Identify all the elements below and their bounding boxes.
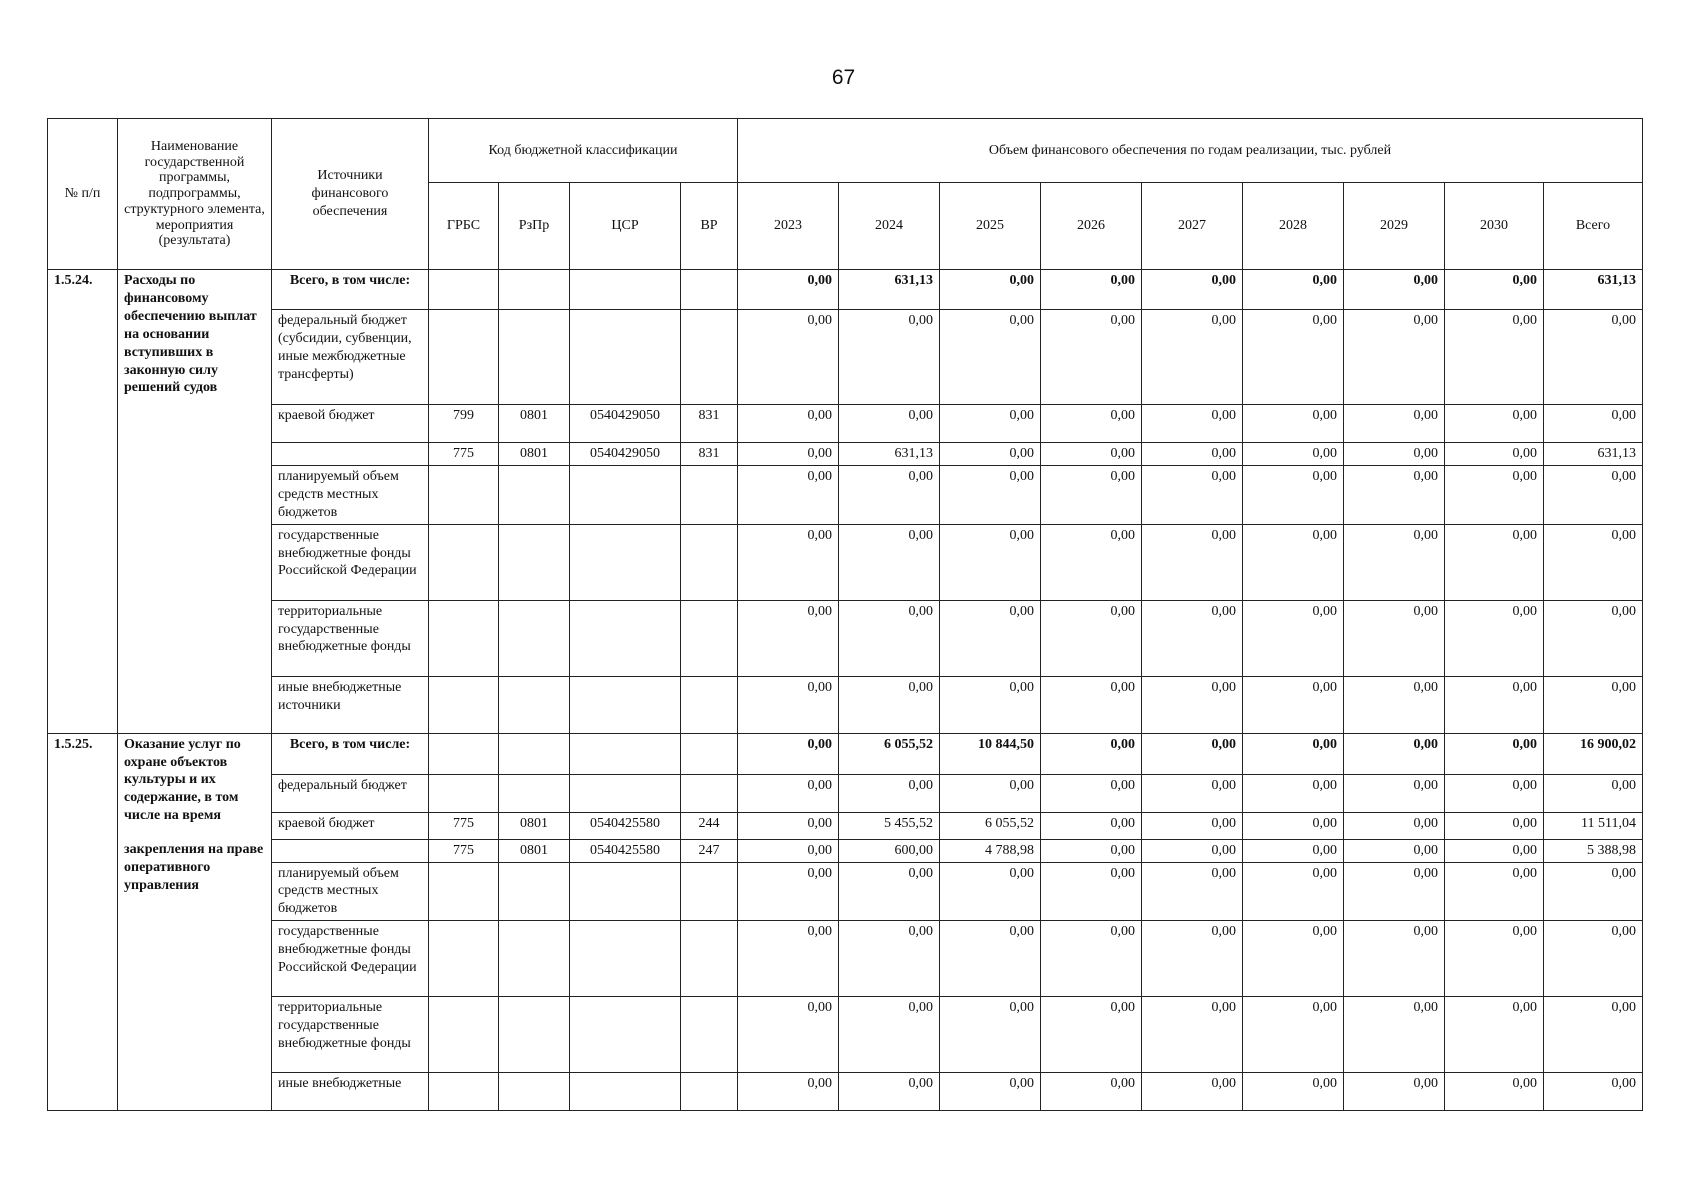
value-year: 0,00 <box>1041 310 1142 405</box>
vr-code <box>681 921 738 997</box>
value-year: 0,00 <box>1041 465 1142 524</box>
value-year: 0,00 <box>940 443 1041 466</box>
rzpr-code <box>499 921 570 997</box>
value-year: 0,00 <box>1041 812 1142 839</box>
value-year: 0,00 <box>1142 676 1243 733</box>
table-row <box>48 600 1643 676</box>
value-year: 0,00 <box>738 839 839 862</box>
value-year: 0,00 <box>1445 774 1544 812</box>
value-year: 0,00 <box>1445 310 1544 405</box>
vr-code <box>681 270 738 310</box>
value-year: 0,00 <box>839 310 940 405</box>
rzpr-code: 0801 <box>499 839 570 862</box>
value-year: 0,00 <box>1445 676 1544 733</box>
csr-code: 0540429050 <box>570 443 681 466</box>
value-year: 0,00 <box>940 600 1041 676</box>
value-total: 0,00 <box>1544 465 1643 524</box>
value-year: 0,00 <box>839 465 940 524</box>
table-row <box>48 733 1643 774</box>
vr-code <box>681 733 738 774</box>
rzpr-code: 0801 <box>499 812 570 839</box>
grbs-code <box>429 1073 499 1111</box>
csr-code <box>570 270 681 310</box>
table-row <box>48 862 1643 921</box>
value-year: 6 055,52 <box>839 733 940 774</box>
table-row <box>48 921 1643 997</box>
value-total: 0,00 <box>1544 774 1643 812</box>
table-row <box>48 443 1643 466</box>
value-year: 0,00 <box>1445 405 1544 443</box>
value-year: 0,00 <box>738 524 839 600</box>
funding-source: федеральный бюджет <box>272 774 429 812</box>
value-year: 0,00 <box>1142 405 1243 443</box>
csr-code <box>570 862 681 921</box>
value-year: 0,00 <box>1243 524 1344 600</box>
table-row <box>48 405 1643 443</box>
value-year: 0,00 <box>1142 862 1243 921</box>
value-total: 0,00 <box>1544 997 1643 1073</box>
value-year: 0,00 <box>1344 443 1445 466</box>
header-source: Источники финансового обеспечения <box>272 119 429 270</box>
rzpr-code <box>499 997 570 1073</box>
csr-code: 0540425580 <box>570 812 681 839</box>
table-row <box>48 676 1643 733</box>
value-total: 0,00 <box>1544 524 1643 600</box>
value-year: 0,00 <box>738 676 839 733</box>
value-year: 0,00 <box>940 524 1041 600</box>
header-total: Всего <box>1544 183 1643 270</box>
value-year: 0,00 <box>1344 524 1445 600</box>
value-year: 0,00 <box>1344 600 1445 676</box>
item-name <box>118 733 272 1111</box>
grbs-code <box>429 676 499 733</box>
value-total: 631,13 <box>1544 270 1643 310</box>
value-year: 0,00 <box>1445 733 1544 774</box>
value-year: 0,00 <box>839 600 940 676</box>
value-year: 0,00 <box>1041 862 1142 921</box>
value-year: 0,00 <box>1041 1073 1142 1111</box>
funding-source: Всего, в том числе: <box>272 270 429 310</box>
value-year: 0,00 <box>738 1073 839 1111</box>
header-vr: ВР <box>681 183 738 270</box>
vr-code <box>681 862 738 921</box>
rzpr-code <box>499 1073 570 1111</box>
vr-code <box>681 600 738 676</box>
funding-source: государственные внебюджетные фонды Российской Федерации <box>272 524 429 600</box>
value-year: 631,13 <box>839 443 940 466</box>
vr-code: 831 <box>681 405 738 443</box>
rzpr-code <box>499 600 570 676</box>
csr-code <box>570 676 681 733</box>
value-year: 0,00 <box>940 997 1041 1073</box>
value-year: 0,00 <box>1344 270 1445 310</box>
rzpr-code <box>499 524 570 600</box>
value-year: 4 788,98 <box>940 839 1041 862</box>
vr-code <box>681 524 738 600</box>
value-year: 0,00 <box>1142 812 1243 839</box>
table-row <box>48 465 1643 524</box>
rzpr-code: 0801 <box>499 405 570 443</box>
grbs-code <box>429 524 499 600</box>
csr-code <box>570 1073 681 1111</box>
header-code-group: Код бюджетной классификации <box>429 119 738 183</box>
item-name-continued: закрепления на праве оперативного управления <box>124 842 264 893</box>
value-year: 0,00 <box>1344 405 1445 443</box>
value-year: 0,00 <box>1041 676 1142 733</box>
value-year: 0,00 <box>839 862 940 921</box>
grbs-code <box>429 997 499 1073</box>
value-year: 0,00 <box>1344 997 1445 1073</box>
value-total: 0,00 <box>1544 310 1643 405</box>
value-year: 0,00 <box>1041 524 1142 600</box>
csr-code <box>570 310 681 405</box>
value-total: 5 388,98 <box>1544 839 1643 862</box>
value-year: 0,00 <box>738 774 839 812</box>
csr-code <box>570 465 681 524</box>
value-year: 0,00 <box>940 862 1041 921</box>
value-total: 0,00 <box>1544 921 1643 997</box>
value-year: 0,00 <box>1142 921 1243 997</box>
csr-code <box>570 600 681 676</box>
value-year: 0,00 <box>1445 839 1544 862</box>
csr-code <box>570 774 681 812</box>
value-year: 0,00 <box>1243 921 1344 997</box>
value-year: 0,00 <box>1243 1073 1344 1111</box>
header-year: 2027 <box>1142 183 1243 270</box>
csr-code: 0540425580 <box>570 839 681 862</box>
funding-source: федеральный бюджет (субсидии, субвенции, иные межбюджетные трансферты) <box>272 310 429 405</box>
value-total: 0,00 <box>1544 1073 1643 1111</box>
header-grbs: ГРБС <box>429 183 499 270</box>
value-year: 0,00 <box>839 405 940 443</box>
value-year: 0,00 <box>1445 443 1544 466</box>
header-volume-group: Объем финансового обеспечения по годам реализации, тыс. рублей <box>738 119 1643 183</box>
value-year: 0,00 <box>940 405 1041 443</box>
value-year: 0,00 <box>839 997 940 1073</box>
value-year: 0,00 <box>839 921 940 997</box>
value-year: 0,00 <box>738 921 839 997</box>
header-name: Наименование государственной программы, подпрограммы, структурного элемента, мероприятия (результата) <box>118 119 272 270</box>
vr-code: 244 <box>681 812 738 839</box>
value-total: 16 900,02 <box>1544 733 1643 774</box>
value-year: 600,00 <box>839 839 940 862</box>
value-year: 5 455,52 <box>839 812 940 839</box>
value-year: 0,00 <box>1344 839 1445 862</box>
value-year: 0,00 <box>1445 1073 1544 1111</box>
value-year: 0,00 <box>1243 600 1344 676</box>
header-rzpr: РзПр <box>499 183 570 270</box>
value-year: 0,00 <box>1243 997 1344 1073</box>
item-name-text: Расходы по финансовому обеспечению выплат на основании вступивших в законную силу решений судов <box>124 273 257 396</box>
value-year: 0,00 <box>1344 465 1445 524</box>
value-year: 0,00 <box>1243 774 1344 812</box>
item-number: 1.5.24. <box>48 270 118 734</box>
vr-code <box>681 997 738 1073</box>
funding-source: краевой бюджет <box>272 812 429 839</box>
rzpr-code: 0801 <box>499 443 570 466</box>
value-year: 0,00 <box>738 405 839 443</box>
vr-code <box>681 1073 738 1111</box>
value-year: 0,00 <box>1142 600 1243 676</box>
vr-code <box>681 310 738 405</box>
value-year: 0,00 <box>1344 921 1445 997</box>
value-total: 631,13 <box>1544 443 1643 466</box>
value-year: 0,00 <box>738 600 839 676</box>
header-year: 2029 <box>1344 183 1445 270</box>
vr-code: 831 <box>681 443 738 466</box>
value-year: 0,00 <box>1142 270 1243 310</box>
value-year: 0,00 <box>1041 997 1142 1073</box>
value-year: 10 844,50 <box>940 733 1041 774</box>
value-year: 0,00 <box>1344 812 1445 839</box>
value-year: 0,00 <box>1445 270 1544 310</box>
value-year: 0,00 <box>1344 774 1445 812</box>
grbs-code <box>429 600 499 676</box>
rzpr-code <box>499 774 570 812</box>
value-year: 0,00 <box>839 1073 940 1111</box>
value-year: 0,00 <box>738 862 839 921</box>
value-total: 0,00 <box>1544 862 1643 921</box>
csr-code <box>570 733 681 774</box>
value-year: 0,00 <box>738 443 839 466</box>
grbs-code: 775 <box>429 812 499 839</box>
grbs-code: 775 <box>429 443 499 466</box>
value-year: 0,00 <box>1041 774 1142 812</box>
grbs-code <box>429 921 499 997</box>
value-year: 0,00 <box>1344 676 1445 733</box>
value-year: 0,00 <box>940 774 1041 812</box>
table-body <box>48 270 1643 1111</box>
value-year: 631,13 <box>839 270 940 310</box>
value-year: 0,00 <box>1041 270 1142 310</box>
funding-source: планируемый объем средств местных бюджетов <box>272 862 429 921</box>
value-year: 0,00 <box>1243 839 1344 862</box>
table-row <box>48 310 1643 405</box>
header-year: 2025 <box>940 183 1041 270</box>
grbs-code <box>429 310 499 405</box>
funding-source: Всего, в том числе: <box>272 733 429 774</box>
funding-source: краевой бюджет <box>272 405 429 443</box>
funding-source: планируемый объем средств местных бюджетов <box>272 465 429 524</box>
header-year: 2023 <box>738 183 839 270</box>
value-year: 0,00 <box>1344 733 1445 774</box>
value-year: 0,00 <box>1041 405 1142 443</box>
value-year: 0,00 <box>1243 465 1344 524</box>
grbs-code <box>429 774 499 812</box>
value-year: 0,00 <box>1344 1073 1445 1111</box>
rzpr-code <box>499 465 570 524</box>
value-year: 0,00 <box>1243 270 1344 310</box>
value-year: 0,00 <box>1344 862 1445 921</box>
value-year: 0,00 <box>738 270 839 310</box>
value-year: 0,00 <box>1243 405 1344 443</box>
csr-code <box>570 524 681 600</box>
table-row <box>48 774 1643 812</box>
value-total: 0,00 <box>1544 676 1643 733</box>
item-name-text: Оказание услуг по охране объектов культуры и их содержание, в том числе на время <box>124 736 241 824</box>
funding-source: иные внебюджетные источники <box>272 676 429 733</box>
vr-code: 247 <box>681 839 738 862</box>
value-total: 0,00 <box>1544 405 1643 443</box>
funding-source <box>272 443 429 466</box>
value-year: 0,00 <box>839 676 940 733</box>
value-year: 0,00 <box>1445 524 1544 600</box>
page-number: 67 <box>831 66 856 89</box>
funding-source: государственные внебюджетные фонды Российской Федерации <box>272 921 429 997</box>
grbs-code: 799 <box>429 405 499 443</box>
value-year: 0,00 <box>1344 310 1445 405</box>
value-year: 0,00 <box>1142 443 1243 466</box>
funding-source: территориальные государственные внебюджетные фонды <box>272 997 429 1073</box>
grbs-code <box>429 862 499 921</box>
value-year: 0,00 <box>1243 310 1344 405</box>
value-year: 0,00 <box>839 524 940 600</box>
value-year: 0,00 <box>940 676 1041 733</box>
value-year: 0,00 <box>1142 839 1243 862</box>
value-year: 0,00 <box>1243 443 1344 466</box>
header-num: № п/п <box>48 119 118 270</box>
value-total: 11 511,04 <box>1544 812 1643 839</box>
value-year: 0,00 <box>1142 997 1243 1073</box>
value-year: 0,00 <box>738 733 839 774</box>
value-year: 0,00 <box>1445 600 1544 676</box>
item-number: 1.5.25. <box>48 733 118 1111</box>
value-year: 0,00 <box>1243 812 1344 839</box>
value-year: 0,00 <box>940 270 1041 310</box>
rzpr-code <box>499 310 570 405</box>
rzpr-code <box>499 676 570 733</box>
vr-code <box>681 676 738 733</box>
rzpr-code <box>499 862 570 921</box>
value-year: 0,00 <box>940 465 1041 524</box>
vr-code <box>681 774 738 812</box>
table-header <box>48 119 1643 270</box>
vr-code <box>681 465 738 524</box>
value-year: 0,00 <box>1142 733 1243 774</box>
value-year: 0,00 <box>738 310 839 405</box>
value-year: 0,00 <box>940 310 1041 405</box>
budget-table <box>47 118 1643 1111</box>
rzpr-code <box>499 270 570 310</box>
value-year: 0,00 <box>1041 443 1142 466</box>
header-csr: ЦСР <box>570 183 681 270</box>
header-year: 2030 <box>1445 183 1544 270</box>
value-year: 0,00 <box>940 1073 1041 1111</box>
value-year: 0,00 <box>1445 862 1544 921</box>
value-year: 0,00 <box>1243 733 1344 774</box>
header-year: 2024 <box>839 183 940 270</box>
table-row <box>48 839 1643 862</box>
csr-code: 0540429050 <box>570 405 681 443</box>
value-year: 0,00 <box>1445 465 1544 524</box>
grbs-code: 775 <box>429 839 499 862</box>
rzpr-code <box>499 733 570 774</box>
table-row <box>48 812 1643 839</box>
value-year: 0,00 <box>1445 921 1544 997</box>
item-name <box>118 270 272 734</box>
value-year: 0,00 <box>940 921 1041 997</box>
value-year: 0,00 <box>1445 997 1544 1073</box>
value-year: 0,00 <box>1243 676 1344 733</box>
value-year: 0,00 <box>1041 733 1142 774</box>
funding-source <box>272 839 429 862</box>
value-year: 0,00 <box>1142 465 1243 524</box>
header-year: 2028 <box>1243 183 1344 270</box>
funding-source: территориальные государственные внебюджетные фонды <box>272 600 429 676</box>
table-row <box>48 997 1643 1073</box>
value-year: 0,00 <box>1142 524 1243 600</box>
table-row <box>48 1073 1643 1111</box>
csr-code <box>570 997 681 1073</box>
funding-source: иные внебюджетные <box>272 1073 429 1111</box>
value-year: 0,00 <box>1445 812 1544 839</box>
value-total: 0,00 <box>1544 600 1643 676</box>
table-row <box>48 270 1643 310</box>
value-year: 0,00 <box>1041 600 1142 676</box>
value-year: 0,00 <box>1041 921 1142 997</box>
csr-code <box>570 921 681 997</box>
value-year: 0,00 <box>738 465 839 524</box>
value-year: 0,00 <box>839 774 940 812</box>
value-year: 0,00 <box>1243 862 1344 921</box>
value-year: 0,00 <box>1041 839 1142 862</box>
value-year: 0,00 <box>1142 774 1243 812</box>
value-year: 0,00 <box>738 997 839 1073</box>
grbs-code <box>429 270 499 310</box>
grbs-code <box>429 465 499 524</box>
value-year: 0,00 <box>1142 310 1243 405</box>
table-row <box>48 524 1643 600</box>
grbs-code <box>429 733 499 774</box>
value-year: 0,00 <box>1142 1073 1243 1111</box>
header-year: 2026 <box>1041 183 1142 270</box>
value-year: 0,00 <box>738 812 839 839</box>
value-year: 6 055,52 <box>940 812 1041 839</box>
